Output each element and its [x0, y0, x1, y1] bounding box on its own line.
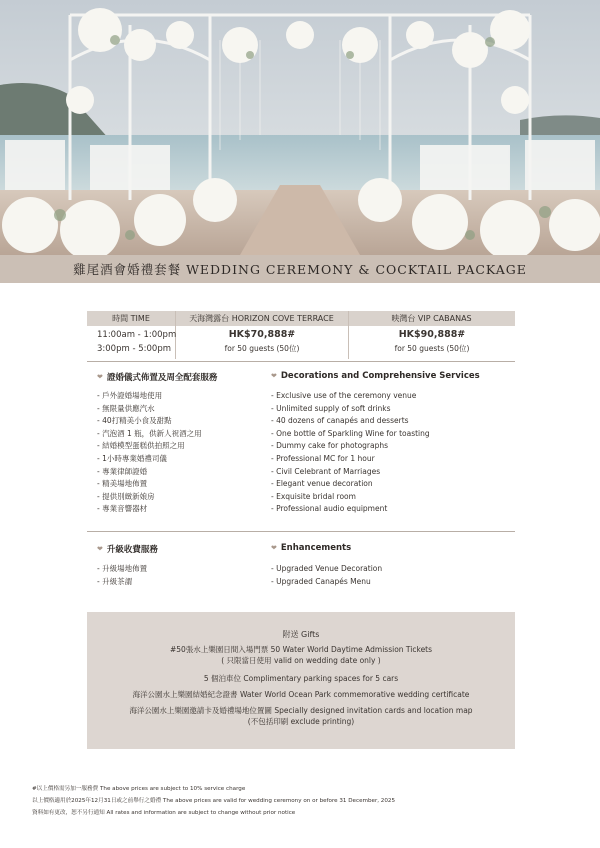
- list-item: - 汽泡酒 1 瓶，供新人祝酒之用: [97, 428, 202, 438]
- heart-icon: ❤: [271, 544, 277, 552]
- gift-line: ( 只限當日使用 valid on wedding date only ): [221, 656, 381, 665]
- list-item: - Dummy cake for photographs: [271, 441, 389, 451]
- wedding-arch-illustration: [0, 0, 600, 255]
- list-item: - Elegant venue decoration: [271, 479, 373, 489]
- list-item: - Professional MC for 1 hour: [271, 453, 375, 463]
- section-heading: Enhancements: [280, 543, 352, 553]
- decorations-en-heading: [271, 371, 480, 381]
- gifts-box: [87, 612, 515, 749]
- gift-line: 海洋公園水上樂園結婚紀念證書 Water World Ocean Park commemorative wedding certificate: [132, 690, 470, 699]
- decorations-en-list: [271, 390, 430, 516]
- header-time: 時間 TIME: [112, 314, 150, 323]
- heart-icon: ❤: [97, 373, 103, 381]
- list-item: - 無限量供應汽水: [97, 403, 155, 413]
- gift-line: (不包括印刷 exclude printing): [247, 717, 355, 726]
- list-item: - 專業律師證婚: [97, 466, 148, 476]
- heart-icon: ❤: [271, 372, 277, 380]
- list-item: - Exclusive use of the ceremony venue: [271, 391, 417, 400]
- list-item: - Upgraded Venue Decoration: [271, 564, 383, 573]
- cabana-price-cell: [349, 328, 515, 356]
- list-item: - Exquisite bridal room: [271, 491, 356, 501]
- price-table-header: [87, 311, 515, 326]
- hero-wedding-photo: [0, 0, 600, 255]
- enhancements-en-heading: [271, 543, 351, 553]
- list-item: - 提供別緻新娘房: [97, 491, 155, 501]
- gift-line: #50張水上樂園日間入場門票 50 Water World Daytime Admission Tickets: [169, 645, 433, 654]
- list-item: - 升級茶謂: [97, 576, 133, 586]
- footnote: 資料如有更改，恕不另行通知 All rates and information are subject to change without prior notice: [32, 810, 296, 816]
- list-item: - 1小時專業婚禮司儀: [97, 453, 167, 463]
- horizon-price: HK$70,888#: [228, 329, 296, 340]
- list-item: - 升級場地佈置: [97, 564, 148, 573]
- list-item: - Civil Celebrant of Marriages: [271, 466, 381, 476]
- time-slots: [97, 328, 177, 356]
- divider: [87, 531, 515, 532]
- decorations-zh-heading: [97, 371, 217, 383]
- section-heading: Decorations and Comprehensive Services: [280, 371, 480, 381]
- gift-line: 海洋公園水上樂園邀請卡及婚禮場地位置圖 Specially designed invitation cards and location map: [129, 706, 473, 715]
- header-vip-cabanas: 映灣台 VIP CABANAS: [391, 314, 472, 323]
- footnote: #以上價格需另加一服務費 The above prices are subject to 10% service charge: [32, 786, 246, 792]
- heart-icon: ❤: [97, 545, 103, 553]
- list-item: - Professional audio equipment: [271, 504, 388, 514]
- cabana-price: HK$90,888#: [398, 329, 466, 340]
- decorations-zh-list: [97, 390, 202, 516]
- gift-line: 5 個泊車位 Complimentary parking spaces for 5 cars: [203, 674, 399, 683]
- list-item: - 40打精美小食及甜點: [97, 416, 172, 426]
- list-item: - 精美場地佈置: [97, 479, 148, 489]
- list-item: - Upgraded Canapés Menu: [271, 576, 371, 586]
- section-heading: 升級收費服務: [106, 545, 158, 555]
- horizon-price-cell: [176, 328, 348, 356]
- page-title: 雞尾酒會婚禮套餐 WEDDING CEREMONY & COCKTAIL PACKAGE: [73, 262, 527, 277]
- list-item: - 40 dozens of canapés and desserts: [271, 416, 409, 426]
- time-slot: 11:00am - 1:00pm: [97, 330, 177, 340]
- cabana-guests: for 50 guests (50位): [394, 344, 470, 353]
- list-item: - 結婚模型蛋糕供拍照之用: [97, 441, 185, 451]
- horizon-guests: for 50 guests (50位): [224, 344, 300, 353]
- divider: [87, 361, 515, 362]
- list-item: - Unlimited supply of soft drinks: [271, 403, 391, 413]
- title-bar: [0, 255, 600, 283]
- list-item: - 專業音響器材: [97, 504, 148, 514]
- time-slot: 3:00pm - 5:00pm: [97, 344, 171, 354]
- enhancements-zh-list: [97, 563, 147, 588]
- header-horizon-cove: 天海灣露台 HORIZON COVE TERRACE: [189, 314, 334, 323]
- enhancements-en-list: [271, 563, 382, 588]
- enhancements-zh-heading: [97, 543, 158, 555]
- list-item: - 戶外證婚場地使用: [97, 391, 163, 400]
- gifts-heading: 附送 Gifts: [282, 630, 320, 639]
- footnote: 以上價格適用於2025年12月31日或之前舉行之婚禮 The above prices are valid for wedding ceremony on or before 31 December, 2025: [32, 798, 396, 804]
- section-heading: 證婚儀式佈置及周全配套服務: [106, 373, 218, 383]
- list-item: - One bottle of Sparkling Wine for toasting: [271, 428, 430, 438]
